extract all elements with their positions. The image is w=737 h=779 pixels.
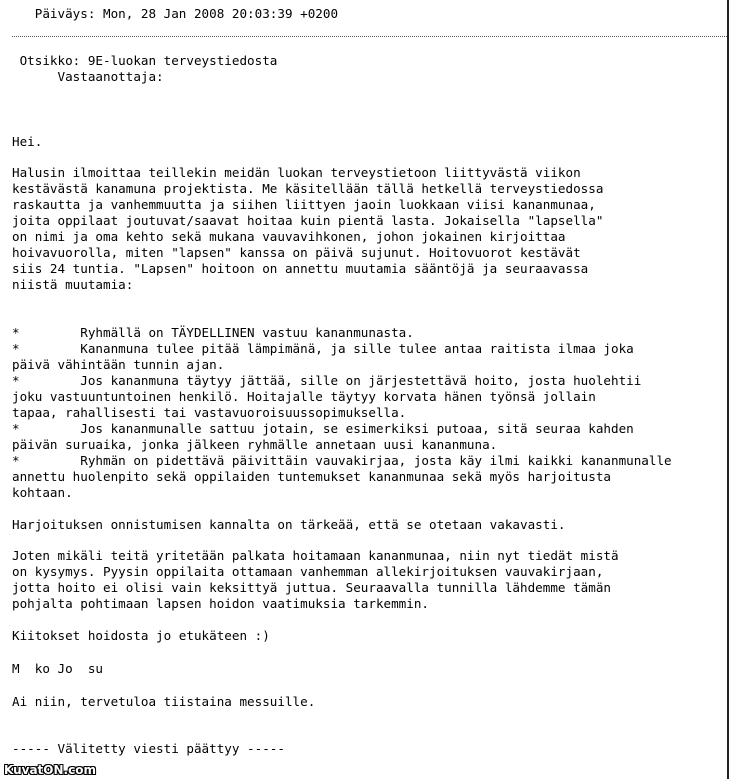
rule-line: * Kananmuna tulee pitää lämpimänä, ja sille tulee antaa raitista ilmaa joka — [12, 341, 634, 356]
text-line: on kysymys. Pyysin oppilaita ottamaan vanhemman allekirjoituksen vauvakirjaan, — [12, 564, 604, 579]
text-line: on nimi ja oma kehto sekä mukana vauvavihkonen, johon jokainen kirjoittaa — [12, 229, 566, 244]
rule-line: joku vastuuntuntoinen henkilö. Hoitajalle täytyy korvata hänen työnsä jollain — [12, 389, 596, 404]
text-line: Joten mikäli teitä yritetään palkata hoitamaan kananmunaa, niin nyt tiedät mistä — [12, 548, 619, 563]
rule-line: * Jos kananmunalle sattuu jotain, se esimerkiksi putoaa, sitä seuraa kahden — [12, 421, 634, 436]
postscript: Ai niin, tervetuloa tiistaina messuille. — [12, 694, 316, 709]
thanks-line: Kiitokset hoidosta jo etukäteen :) — [12, 628, 270, 643]
text-line: niistä muutamia: — [12, 277, 134, 292]
rule-line: * Jos kananmuna täytyy jättää, sille on järjestettävä hoito, josta huolehtii — [12, 373, 642, 388]
text-line: hoivavuorolla, miten "lapsen" kanssa on päivä sujunut. Hoitovuorot kestävät — [12, 245, 581, 260]
forward-end-marker: ----- Välitetty viesti päättyy ----- — [12, 741, 285, 756]
date-header: Päiväys: Mon, 28 Jan 2008 20:03:39 +0200 — [12, 6, 339, 21]
text-line: joita oppilaat joutuvat/saavat hoitaa kuin pientä lasta. Jokaisella "lapsella" — [12, 213, 604, 228]
rule-line: tapaa, rahallisesti tai vastavuoroisuussopimuksella. — [12, 405, 407, 420]
subject-header: Otsikko: 9E-luokan terveystiedosta — [12, 53, 278, 68]
email-message — [12, 0, 727, 779]
site-watermark: KuvatON.com — [4, 763, 96, 777]
text-line: kestävästä kanamuna projektista. Me käsitellään tällä hetkellä terveystiedossa — [12, 181, 604, 196]
rule-line: päivä vähintään tunnin ajan. — [12, 357, 225, 372]
text-line: siis 24 tuntia. "Lapsen" hoitoon on annettu muutamia sääntöjä ja seuraavassa — [12, 261, 589, 276]
rule-line: päivän suruaika, jonka jälkeen ryhmälle annetaan uusi kananmuna. — [12, 437, 498, 452]
text-line: jotta hoito ei olisi vain keksittyä juttua. Seuraavalla tunnilla lähdemme tämän — [12, 580, 611, 595]
window-edge — [727, 0, 729, 779]
rule-line: * Ryhmällä on TÄYDELLINEN vastuu kananmunasta. — [12, 325, 414, 340]
signature: M ko Jo su — [12, 661, 103, 676]
seriousness-note: Harjoituksen onnistumisen kannalta on tärkeää, että se otetaan vakavasti. — [12, 517, 566, 532]
rule-line: * Ryhmän on pidettävä päivittäin vauvakirjaa, josta käy ilmi kaikki kananmunalle — [12, 453, 672, 468]
text-line: raskautta ja vanhemmuutta ja siihen liittyen jaoin luokkaan viisi kananmunaa, — [12, 197, 596, 212]
rule-line: kohtaan. — [12, 485, 73, 500]
text-line: Halusin ilmoittaa teillekin meidän luokan terveystietoon liittyvästä viikon — [12, 165, 581, 180]
header-divider — [12, 36, 727, 37]
greeting: Hei. — [12, 134, 43, 149]
recipient-header: Vastaanottaja: — [12, 69, 164, 84]
rule-line: annettu huolenpito sekä oppilaiden tuntemukset kananmunaa sekä myös harjoitusta — [12, 469, 611, 484]
text-line: pohjalta pohtimaan lapsen hoidon vaatimuksia tarkemmin. — [12, 596, 430, 611]
